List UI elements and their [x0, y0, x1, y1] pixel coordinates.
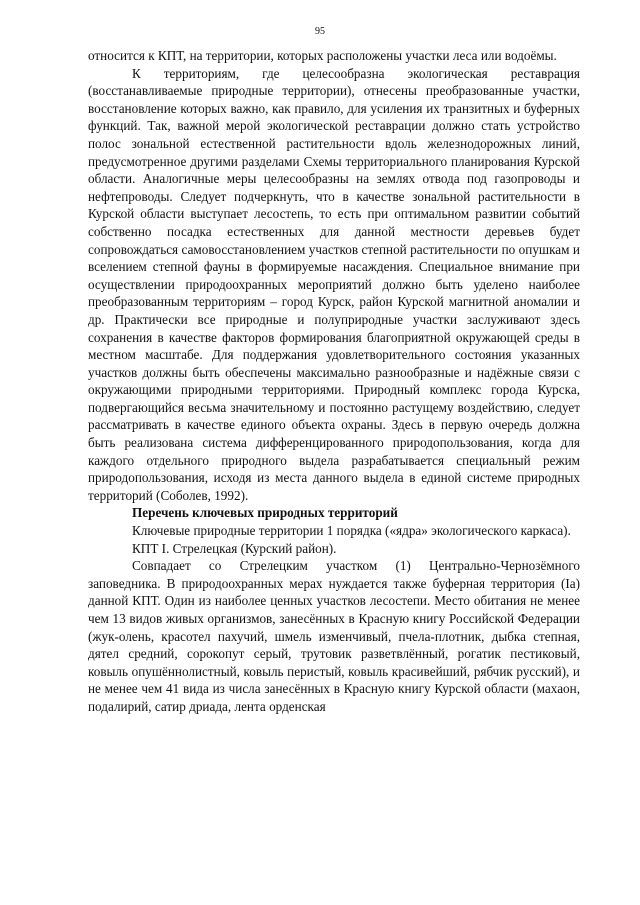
paragraph-kpt-title: КПТ I. Стрелецкая (Курский район).	[132, 540, 337, 556]
paragraph-continuation: относится к КПТ, на территории, которых расположены участки леса или водоёмы.	[88, 48, 557, 63]
page-number: 95	[315, 26, 325, 37]
paragraph-key-territories: Ключевые природные территории 1 порядка («ядра» экологического каркаса).	[132, 523, 571, 539]
document-body	[88, 47, 580, 716]
section-heading: Перечень ключевых природных территорий	[132, 505, 398, 521]
paragraph-restoration: К территориям, где целесообразна экологическая реставрация (восстанавливаемые природные территории), отнесены преобразованные участки, восстановление которых важно, как правило, для усиления их транзитных и буферных функций. Так, важной мерой экологической реставрации должно стать устройство полос зональной естественной растительности вдоль железнодорожных линий, предусмотренное другими разделами Схемы территориального планирования Курской области. Аналогичные меры целесообразны на землях отвода под газопроводы и нефтепроводы. Следует подчеркнуть, что в качестве зональной растительности в Курской области выступает лесостепь, то есть при оптимальном развитии событий собственно посадка естественных для данной местности деревьев будет сопровождаться самовосстановлением участков степной растительности по опушкам и вселением степной фауны в формируемые насаждения. Специальное внимание при осуществлении природоохранных мероприятий должно быть уделено наиболее преобразованным территориям – город Курск, район Курской магнитной аномалии и др. Практически все природные и полуприродные участки заслуживают здесь сохранения в качестве факторов формирования благоприятной окружающей среды в местном масштабе. Для поддержания удовлетворительного состояния указанных участков должны быть обеспечены максимально разнообразные и надёжные связи с окружающими природными территориями. Природный комплекс города Курска, подвергающийся весьма значительному и постоянно растущему воздействию, следует рассматривать в качестве единого объекта охраны. Здесь в первую очередь должна быть реализована система дифференцированного природопользования, когда для каждого отдельного природного выдела разрабатывается специальный режим природопользования, исходя из места данного выдела в единой системе природных территорий (Соболев, 1992).	[88, 65, 580, 503]
paragraph-kpt-description: Совпадает со Стрелецким участком (1) Центрально-Чернозёмного заповедника. В природоохранных мерах нуждается также буферная территория (Iа) данной КПТ. Один из наиболее ценных участков лесостепи. Место обитания не менее чем 13 видов живых организмов, занесённых в Красную книгу Российской Федерации (жук-олень, красотел пахучий, шмель изменчивый, пчела-плотник, дыбка степная, дятел средний, сорокопут серый, трутовик разветвлённый, рогатик пестиковый, ковыль опушённолистный, ковыль перистый, ковыль красивейший, рябчик русский), и не менее чем 41 вида из числа занесённых в Красную книгу Курской области (махаон, подалирий, сатир дриада, лента орденская	[88, 558, 580, 714]
